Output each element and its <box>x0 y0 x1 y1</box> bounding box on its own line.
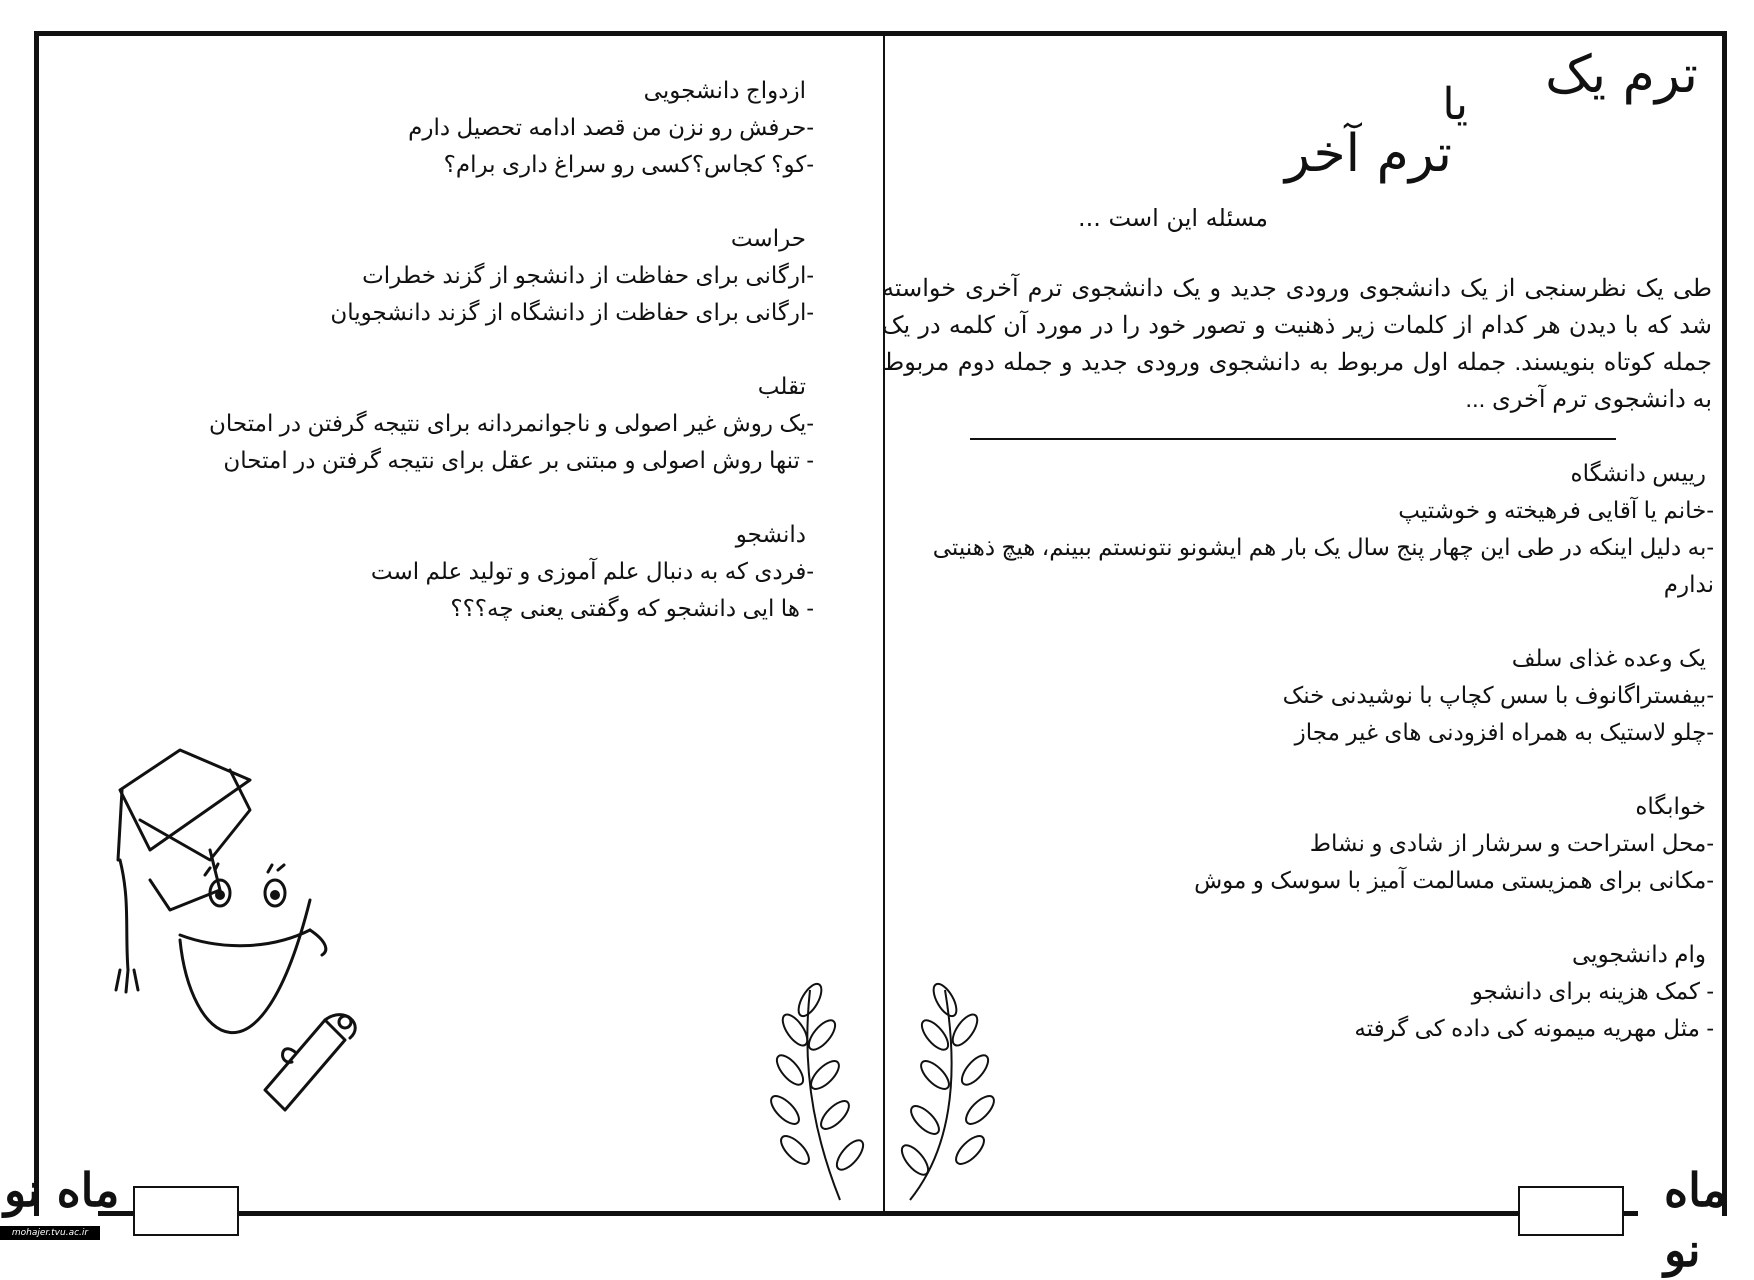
term-section <box>24 368 814 479</box>
term-answer-new: -خانم یا آقایی فرهیخته و خوشتیپ <box>1398 497 1714 523</box>
term-answer-senior: -به دلیل اینکه در طی این چهار پنج سال یک بار هم ایشونو نتونستم ببینم، هیچ ذهنیتی ندارم <box>932 534 1714 597</box>
term-answer-senior: - مثل مهریه میمونه کی داده کی گرفته <box>1354 1015 1714 1041</box>
left-page-terms <box>24 72 814 664</box>
site-credit: mohajer.tvu.ac.ir <box>0 1226 100 1240</box>
term-section <box>24 72 814 183</box>
term-answer-new: - کمک هزینه برای دانشجو <box>1471 978 1714 1004</box>
term-title: وام دانشجویی <box>1572 941 1706 967</box>
term-section <box>894 788 1714 899</box>
frame-top-border <box>34 31 1726 36</box>
term-answer-senior: - ها ایی دانشجو که وگفتی یعنی چه؟؟؟ <box>450 595 814 621</box>
magazine-logo-right: ماه نو <box>1664 1163 1727 1277</box>
term-title: دانشجو <box>735 521 806 547</box>
term-answer-new: -محل استراحت و سرشار از شادی و نشاط <box>1309 830 1714 856</box>
term-answer-new: -ارگانی برای حفاظت از دانشجو از گزند خطرات <box>362 262 814 288</box>
term-section <box>24 220 814 331</box>
term-title: حراست <box>730 225 806 251</box>
title-or: یا <box>1442 79 1468 130</box>
leaf-branch-icon <box>890 980 1040 1205</box>
term-answer-senior: -چلو لاستیک به همراه افزودنی های غیر مجاز <box>1294 719 1714 745</box>
section-divider <box>970 438 1616 440</box>
term-answer-new: -فردی که به دنبال علم آموزی و تولید علم است <box>370 558 814 584</box>
title-last-term: ترم آخر <box>1284 124 1452 184</box>
term-section <box>894 455 1714 603</box>
term-answer-senior: -ارگانی برای حفاظت از دانشگاه از گزند دانشجویان <box>330 299 814 325</box>
term-answer-new: -بیفستراگانوف با سس کچاپ با نوشیدنی خنک <box>1282 682 1714 708</box>
term-title: یک وعده غذای سلف <box>1511 645 1706 671</box>
page-spine <box>883 36 885 1214</box>
term-answer-senior: - تنها روش اصولی و مبتنی بر عقل برای نتیجه گرفتن در امتحان <box>223 447 814 473</box>
page-number-box-right <box>1518 1186 1624 1236</box>
term-title: ازدواج دانشجویی <box>643 77 806 103</box>
term-answer-senior: -مکانی برای همزیستی مسالمت آمیز با سوسک و موش <box>1194 867 1714 893</box>
term-answer-senior: -کو؟ کجاس؟کسی رو سراغ داری برام؟ <box>443 151 814 177</box>
intro-paragraph: طی یک نظرسنجی از یک دانشجوی ورودی جدید و یک دانشجوی ترم آخری خواسته شد که با دیدن هر کدام از کلمات زیر ذهنیت و تصور خود را در مورد آن کلمه در یک جمله کوتاه بنویسند. جمله اول مربوط به دانشجوی ورودی جدید و جمله دوم مربوط به دانشجوی ترم آخری ... <box>882 275 1712 413</box>
term-answer-new: -حرفش رو نزن من قصد ادامه تحصیل دارم <box>408 114 814 140</box>
title-first-term: ترم یک <box>1545 45 1698 105</box>
subtitle: مسئله این است ... <box>1077 204 1268 232</box>
page-number-box-left <box>133 1186 239 1236</box>
term-answer-new: -یک روش غیر اصولی و ناجوانمردانه برای نتیجه گرفتن در امتحان <box>208 410 814 436</box>
term-title: خوابگاه <box>1635 793 1706 819</box>
term-title: تقلب <box>757 373 806 399</box>
term-section <box>24 516 814 627</box>
magazine-logo-left: ماه نو <box>4 1163 120 1217</box>
term-title: رییس دانشگاه <box>1570 460 1706 486</box>
graduate-doodle-icon <box>110 740 410 1140</box>
leaf-branch-icon <box>740 980 870 1205</box>
term-section <box>894 640 1714 751</box>
frame-bottom-border <box>98 1211 1638 1216</box>
frame-right-border <box>1722 31 1727 1216</box>
